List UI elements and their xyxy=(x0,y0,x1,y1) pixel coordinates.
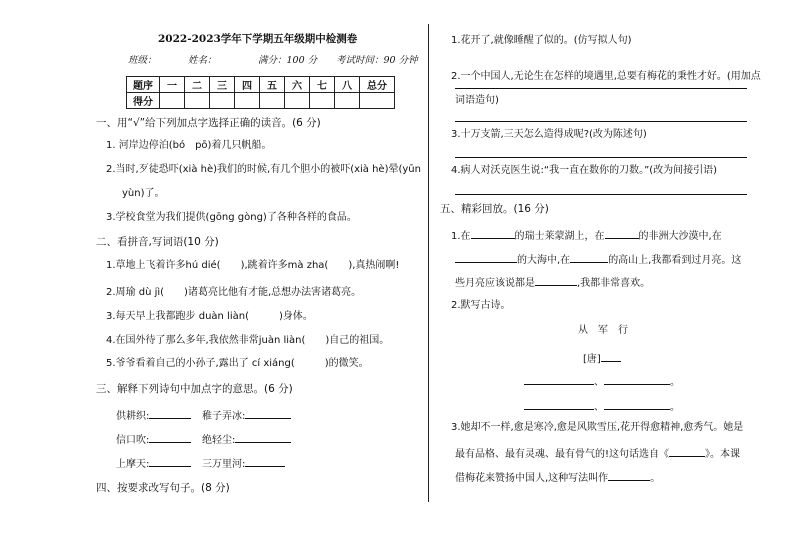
text-segment: 的大海中,在 xyxy=(517,255,571,266)
punct: 、 xyxy=(594,377,604,388)
answer-blank[interactable] xyxy=(524,398,594,410)
table-cell: 三 xyxy=(210,77,235,93)
table-cell: 六 xyxy=(285,77,310,93)
answer-line[interactable] xyxy=(455,121,747,122)
answer-blank[interactable] xyxy=(605,227,639,239)
fill-question-3-line-1: 3.她却不一样,愈是寒冷,愈是风欺雪压,花开得愈精神,愈秀气。她是 xyxy=(451,422,744,433)
text-segment: 》。本课 xyxy=(705,449,741,460)
table-cell: 一 xyxy=(160,77,185,93)
page-title: 2022-2023学年下学期五年级期中检测卷 xyxy=(158,33,358,45)
question-1-2-cont: yùn)了。 xyxy=(122,188,165,199)
fill-question-3-line-3 xyxy=(455,469,660,486)
poem-line xyxy=(524,373,680,390)
table-cell: 五 xyxy=(260,77,285,93)
answer-blank[interactable] xyxy=(604,398,670,410)
question-1-3: 3.学校食堂为我们提供(gōng gòng)了各种各样的食品。 xyxy=(106,212,357,223)
rewrite-question-4: 4.病人对沃克医生说:“我一直在数你的刀数。”(改为间接引语) xyxy=(451,165,718,176)
score-cell[interactable] xyxy=(360,93,395,109)
poem-term-label: 三万里河: xyxy=(202,459,246,470)
answer-blank[interactable] xyxy=(245,407,291,419)
text-segment: 借梅花来赞扬中国人,这种写法叫作 xyxy=(455,473,609,484)
poem-term-item xyxy=(116,407,191,424)
answer-line[interactable] xyxy=(455,157,747,158)
author-blank[interactable] xyxy=(601,350,621,362)
question-2-4: 4.在国外待了那么多年,我依然非常juàn liàn( )自己的祖国。 xyxy=(106,335,390,346)
score-cell[interactable] xyxy=(285,93,310,109)
name-label: 姓名： xyxy=(188,55,217,66)
poem-term-label: 供耕织: xyxy=(116,411,150,422)
question-2-2: 2.周瑜 dù jì( )诸葛亮比他有才能,总想办法害诸葛亮。 xyxy=(106,287,362,298)
fill-question-1-line-2 xyxy=(455,251,741,268)
answer-blank[interactable] xyxy=(471,227,515,239)
section-4-heading: 四、按要求改写句子。(8 分) xyxy=(96,482,230,494)
score-table-score-row xyxy=(127,93,395,109)
poem-term-item xyxy=(116,431,191,448)
poem-title: 从 军 行 xyxy=(578,325,628,336)
dynasty-label: [唐] xyxy=(583,354,601,365)
table-cell: 八 xyxy=(335,77,360,93)
question-2-3: 3.每天早上我都跑步 duàn liàn( )身体。 xyxy=(106,311,313,322)
exam-time-label: 考试时间：90 分钟 xyxy=(336,55,418,66)
text-segment: ,我都非常喜欢。 xyxy=(577,278,651,289)
column-divider xyxy=(428,24,429,502)
rewrite-question-1: 1.花开了,就像睡醒了似的。(仿写拟人句) xyxy=(451,35,632,46)
poem-term-label: 稚子弄冰: xyxy=(202,411,246,422)
score-cell[interactable] xyxy=(185,93,210,109)
answer-blank[interactable] xyxy=(535,274,577,286)
poem-term-item xyxy=(202,407,291,424)
rewrite-question-2: 2.一个中国人,无论生在怎样的境遇里,总要有梅花的秉性才好。(用加点 xyxy=(451,71,761,82)
question-1-2: 2.当时,歹徒恐吓(xià hè)我们的时候,有几个胆小的被吓(xià hè)晕(yūn xyxy=(106,164,421,175)
rewrite-question-2-cont: 词语造句) xyxy=(455,95,499,106)
answer-blank[interactable] xyxy=(524,373,594,385)
text-segment: 的高山上,我都看到过月亮。这 xyxy=(608,255,742,266)
section-1-heading: 一、用“√”给下列加点字选择正确的读音。(6 分) xyxy=(96,117,321,129)
question-2-5: 5.爷爷看着自己的小孙子,露出了 cí xiáng( )的微笑。 xyxy=(106,358,369,369)
fill-question-3-line-2 xyxy=(455,445,740,462)
table-cell: 总分 xyxy=(360,77,395,93)
table-cell: 七 xyxy=(310,77,335,93)
answer-line[interactable] xyxy=(455,88,747,89)
score-table xyxy=(126,76,395,109)
score-table-header-row xyxy=(127,77,395,93)
rewrite-question-3: 3.十万支箭,三天怎么造得成呢?(改为陈述句) xyxy=(451,129,647,140)
punct: 、 xyxy=(594,402,604,413)
fill-question-1-line-1 xyxy=(451,227,722,244)
answer-blank[interactable] xyxy=(245,455,285,467)
poem-term-item xyxy=(202,455,285,472)
answer-blank[interactable] xyxy=(570,251,608,263)
text-segment: 最有品格、最有灵魂、最有骨气的!这句话选自《 xyxy=(455,449,670,460)
fill-question-1-line-3 xyxy=(455,274,650,291)
section-5-heading: 五、精彩回放。(16 分) xyxy=(440,203,549,215)
full-score-label: 满分：100 分 xyxy=(258,55,318,66)
answer-blank[interactable] xyxy=(235,431,291,443)
text-segment: 些月亮应该说都是 xyxy=(455,278,535,289)
answer-blank[interactable] xyxy=(669,445,705,457)
question-1-1: 1. 河岸边停泊(bó pō)着几只帆船。 xyxy=(106,140,272,151)
answer-blank[interactable] xyxy=(149,455,191,467)
answer-blank[interactable] xyxy=(604,373,670,385)
text-segment: 的非洲大沙漠中,在 xyxy=(638,231,722,242)
score-cell[interactable] xyxy=(335,93,360,109)
table-cell: 得分 xyxy=(127,93,160,109)
fill-question-2: 2.默写古诗。 xyxy=(451,300,511,311)
text-segment: 的瑞士莱蒙湖上，在 xyxy=(514,231,605,242)
section-3-heading: 三、解释下列诗句中加点字的意思。(6 分) xyxy=(96,383,293,395)
punct: 。 xyxy=(670,377,680,388)
table-cell: 二 xyxy=(185,77,210,93)
question-2-1: 1.草地上飞着许多hú dié( ),跳着许多mà zha( ),真热闹啊! xyxy=(106,260,400,271)
poem-term-label: 信口吹: xyxy=(116,435,150,446)
score-cell[interactable] xyxy=(160,93,185,109)
class-label: 班级： xyxy=(128,55,157,66)
poem-term-label: 上摩天: xyxy=(116,459,150,470)
text-segment: 。 xyxy=(650,473,661,484)
punct: 。 xyxy=(670,402,680,413)
poem-dynasty xyxy=(583,350,621,367)
text-segment: 1.在 xyxy=(451,231,471,242)
table-cell: 题序 xyxy=(127,77,160,93)
answer-blank[interactable] xyxy=(608,469,650,481)
poem-term-item xyxy=(202,431,291,448)
score-cell[interactable] xyxy=(310,93,335,109)
answer-blank[interactable] xyxy=(149,407,191,419)
score-cell[interactable] xyxy=(260,93,285,109)
table-cell: 四 xyxy=(235,77,260,93)
poem-term-label: 绝轻尘: xyxy=(202,435,236,446)
score-cell[interactable] xyxy=(235,93,260,109)
answer-line[interactable] xyxy=(455,194,747,195)
answer-blank[interactable] xyxy=(149,431,191,443)
poem-term-item xyxy=(116,455,191,472)
poem-line xyxy=(524,398,680,415)
section-2-heading: 二、看拼音,写词语(10 分) xyxy=(96,236,219,248)
answer-blank[interactable] xyxy=(455,251,517,263)
score-cell[interactable] xyxy=(210,93,235,109)
